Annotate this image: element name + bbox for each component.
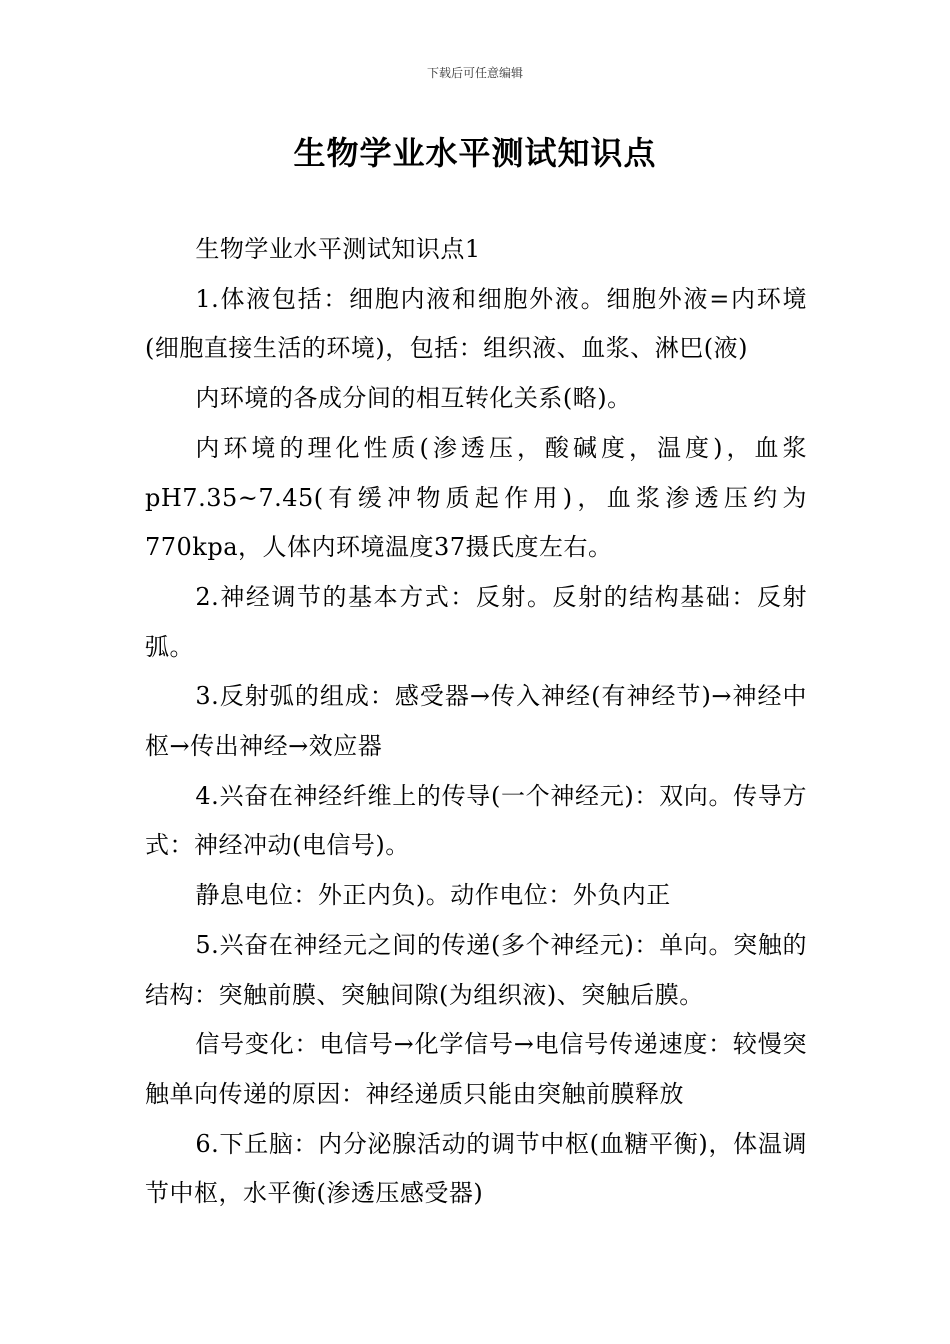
paragraph-neural-regulation: 2.神经调节的基本方式：反射。反射的结构基础：反射弧。	[145, 582, 807, 661]
paragraph-synapse: 5.兴奋在神经元之间的传递(多个神经元)：单向。突触的结构：突触前膜、突触间隙(为组织液)、突触后膜。	[145, 930, 807, 1009]
paragraph-reflex-arc: 3.反射弧的组成：感受器→传入神经(有神经节)→神经中枢→传出神经→效应器	[145, 682, 807, 761]
document-body	[145, 225, 807, 1219]
paragraph-component-relations: 内环境的各成分间的相互转化关系(略)。	[195, 384, 632, 413]
paragraph-signal-change: 信号变化：电信号→化学信号→电信号传递速度：较慢突触单向传递的原因：神经递质只能由突触前膜释放	[145, 1030, 807, 1108]
section-heading: 生物学业水平测试知识点1	[195, 235, 481, 263]
paragraph-nerve-fiber-conduction: 4.兴奋在神经纤维上的传导(一个神经元)：双向。传导方式：神经冲动(电信号)。	[145, 781, 807, 860]
paragraph-physicochemical: 内环境的理化性质(渗透压，酸碱度，温度)，血浆pH7.35~7.45(有缓冲物质起作用)，血浆渗透压约为770kpa，人体内环境温度37摄氏度左右。	[145, 433, 807, 562]
header-note: 下载后可任意编辑	[426, 66, 523, 80]
paragraph-hypothalamus: 6.下丘脑：内分泌腺活动的调节中枢(血糖平衡)，体温调节中枢，水平衡(渗透压感受器)	[145, 1129, 807, 1208]
paragraph-membrane-potential: 静息电位：外正内负)。动作电位：外负内正	[195, 881, 671, 910]
paragraph-body-fluid: 1.体液包括：细胞内液和细胞外液。细胞外液=内环境(细胞直接生活的环境)，包括：组织液、血浆、淋巴(液)	[145, 284, 807, 363]
document-title: 生物学业水平测试知识点	[293, 134, 657, 172]
